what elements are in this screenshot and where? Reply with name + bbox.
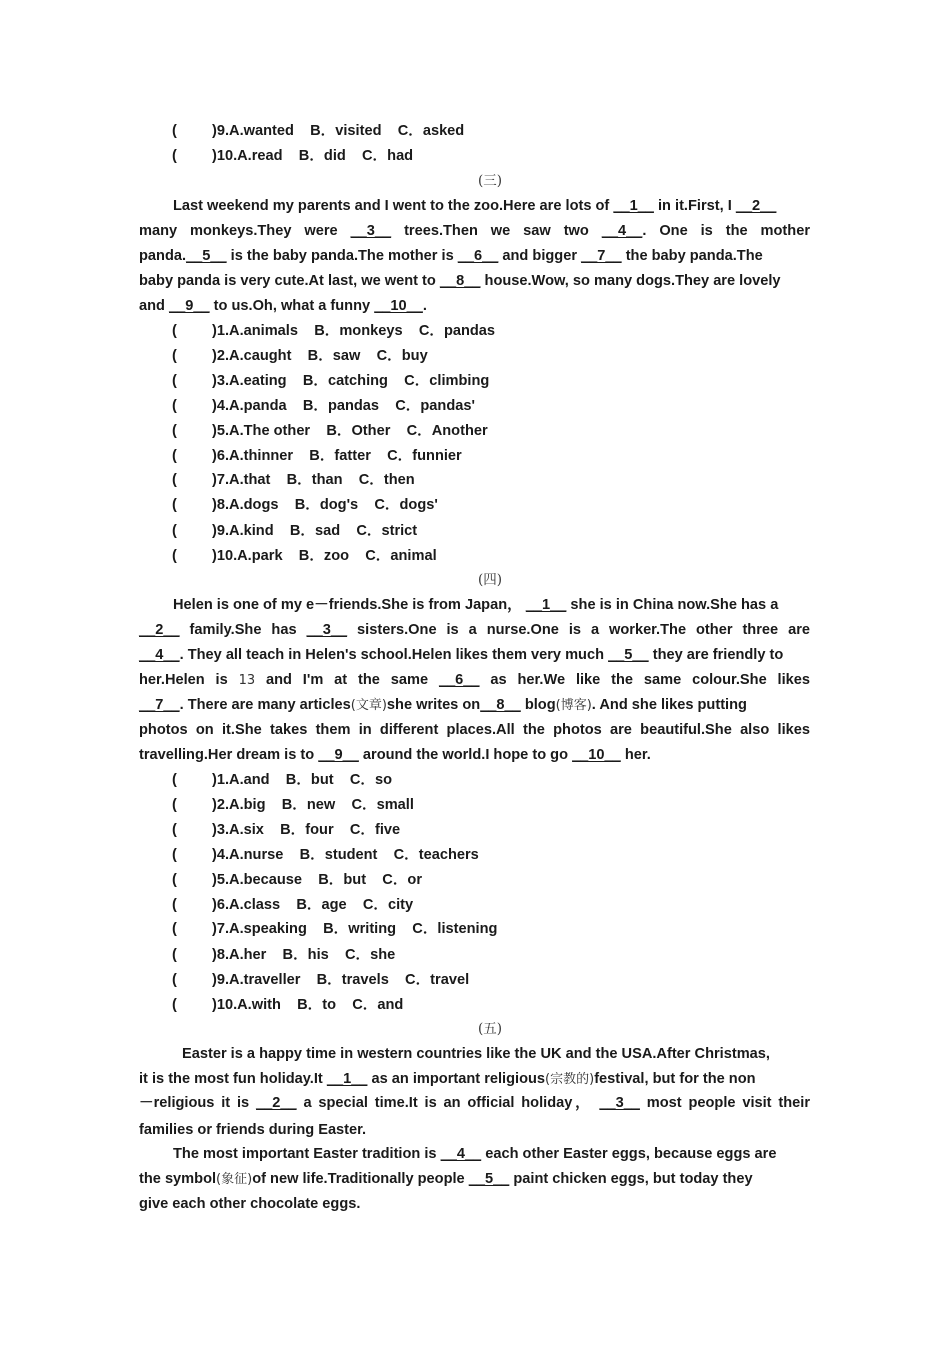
option-line: ( )10.A.park B．zoo C．animal [172,548,437,564]
option-line: ( )4.A.nurse B．student C．teachers [172,847,479,863]
option-line: ( )10.A.with B．to C．and [172,997,404,1013]
passage-line: the symbol(象征)of new life.Traditionally people __5__ paint chicken eggs, but today they [139,1168,810,1190]
option-line: ( )2.A.caught B．saw C．buy [172,348,428,364]
option-line: ( )3.A.eating B．catching C．climbing [172,373,490,389]
answer-blank: __2__ [256,1095,297,1111]
answer-blank: __2__ [139,622,180,638]
passage-line: photos on it.She takes them in different places.All the photos are beautiful.She also likes [139,722,810,738]
option-line: ( )7.A.speaking B．writing C．listening [172,921,498,937]
answer-blank: __8__ [480,697,521,713]
option-line: ( )9.A.kind B．sad C．strict [172,523,418,539]
option-line: ( )1.A.animals B．monkeys C．pandas [172,323,496,339]
option-line: ( )5.A.The other B．Other C．Another [172,423,488,439]
option-line: ( )3.A.six B．four C．five [172,822,401,838]
passage-line: －religious it is __2__ a special time.It is an official holiday， __3__ most people visit their [139,1092,810,1114]
answer-blank: __3__ [350,223,392,239]
answer-blank: __7__ [139,697,180,713]
answer-blank: __10__ [374,298,423,314]
passage-line: __4__. They all teach in Helen's school.Helen likes them very much __5__ they are friendly to [139,644,810,666]
answer-blank: __2__ [735,198,777,214]
passage-line: her.Helen is 13 and I'm at the same __6__ as her.We like the same colour.She likes [139,669,810,691]
answer-blank: __6__ [457,248,499,264]
option-line: ( )7.A.that B．than C．then [172,472,415,488]
passage-line: many monkeys.They were __3__ trees.Then we saw two __4__. One is the mother [139,220,810,242]
section-heading: (三) [477,173,503,189]
answer-blank: __8__ [439,273,481,289]
answer-blank: __6__ [438,672,480,688]
passage-line: The most important Easter tradition is __4__ each other Easter eggs, because eggs are [139,1143,810,1165]
passage-line: it is the most fun holiday.It __1__ as an important religious(宗教的)festival, but for the non [139,1068,810,1090]
answer-blank: __4__ [440,1146,482,1162]
option-line: ( )4.A.panda B．pandas C．pandas' [172,398,475,414]
answer-blank: __9__ [318,747,359,763]
option-line: ( )9.A.wanted B．visited C．asked [172,123,465,139]
answer-blank: __7__ [581,248,622,264]
option-line: ( )1.A.and B．but C．so [172,772,392,788]
passage-line: Easter is a happy time in western countries like the UK and the USA.After Christmas, [182,1046,770,1062]
section-heading: (五) [477,1021,503,1037]
answer-blank: __1__ [525,597,567,613]
answer-blank: __3__ [599,1095,640,1111]
passage-line: __2__ family.She has __3__ sisters.One is a nurse.One is a worker.The other three are [139,619,810,641]
option-line: ( )6.A.class B．age C．city [172,897,414,913]
option-line: ( )10.A.read B．did C．had [172,148,414,164]
section-heading: (四) [477,572,503,588]
option-line: ( )2.A.big B．new C．small [172,797,414,813]
passage-line: Helen is one of my e－friends.She is from Japan， __1__ she is in China now.She has a [139,594,810,616]
answer-blank: __4__ [139,647,180,663]
answer-blank: __4__ [601,223,643,239]
passage-line: baby panda is very cute.At last, we went to __8__ house.Wow, so many dogs.They are lovely [139,270,810,292]
answer-blank: __5__ [186,248,227,264]
passage-line: and __9__ to us.Oh, what a funny __10__. [139,295,810,317]
passage-line: travelling.Her dream is to __9__ around the world.I hope to go __10__ her. [139,744,810,766]
answer-blank: __5__ [608,647,649,663]
answer-blank: __10__ [572,747,621,763]
answer-blank: __1__ [613,198,654,214]
option-line: ( )5.A.because B．but C．or [172,872,423,888]
option-line: ( )6.A.thinner B．fatter C．funnier [172,448,462,464]
answer-blank: __9__ [169,298,210,314]
option-line: ( )9.A.traveller B．travels C．travel [172,972,470,988]
answer-blank: __3__ [306,622,348,638]
passage-line: give each other chocolate eggs. [139,1196,361,1212]
answer-blank: __5__ [468,1171,510,1187]
answer-blank: __1__ [326,1071,368,1087]
option-line: ( )8.A.her B．his C．she [172,947,396,963]
passage-line: Last weekend my parents and I went to the zoo.Here are lots of __1__ in it.First, I __2__ [139,195,810,217]
option-line: ( )8.A.dogs B．dog's C．dogs' [172,497,438,513]
passage-line: __7__. There are many articles(文章)she writes on__8__ blog(博客). And she likes putting [139,694,810,716]
passage-line: panda.__5__ is the baby panda.The mother is __6__ and bigger __7__ the baby panda.The [139,245,810,267]
passage-line: families or friends during Easter. [139,1122,367,1138]
